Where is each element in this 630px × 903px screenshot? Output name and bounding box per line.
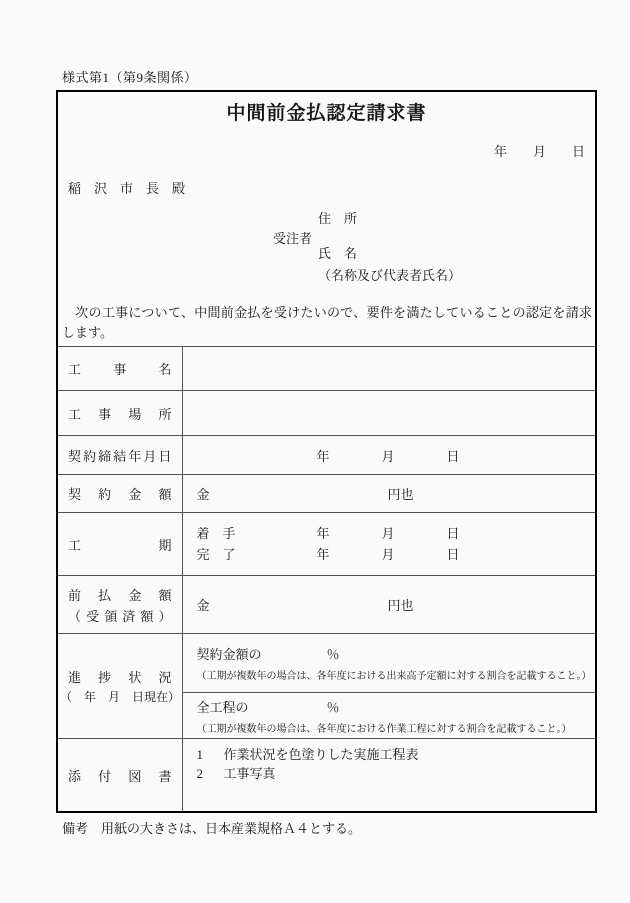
- contractor-fields: [318, 208, 461, 287]
- construction-name-label: 工事名: [68, 362, 172, 377]
- contractor-address-label: 住 所: [318, 211, 358, 226]
- period-end-date: 年 月 日: [316, 547, 460, 562]
- contract-date-field: [182, 436, 595, 475]
- attachment-item-1-num: 1: [196, 747, 203, 762]
- attachments-label: 添付図書: [68, 768, 172, 784]
- progress-schedule-text: 全工程の: [196, 699, 249, 715]
- progress-schedule-percent: ％: [326, 699, 340, 715]
- row-contract-amount: [58, 475, 595, 513]
- progress-schedule-note: （工期が複数年の場合は、各年度における作業工程に対する割合を記載すること。）: [196, 723, 572, 735]
- form-table: [58, 346, 595, 812]
- progress-contract-note: （工期が複数年の場合は、各年度における出来高予定額に対する割合を記載すること。）: [196, 671, 592, 682]
- progress-contract-line: [197, 644, 596, 663]
- advance-amount-label-cell: [58, 576, 182, 634]
- remark-note: 備考 用紙の大きさは、日本産業規格Ａ４とする。: [62, 821, 362, 836]
- row-construction-period: [58, 513, 595, 576]
- contract-amount-prefix: 金: [196, 487, 210, 502]
- row-progress-contract: [58, 634, 595, 693]
- period-label-cell: [58, 513, 182, 576]
- contract-amount-unit: 円也: [387, 487, 414, 502]
- attachment-item-2-text: 工事写真: [223, 766, 276, 781]
- advance-amount-label-line2: （受領済額）: [68, 608, 172, 624]
- period-start-label: 着 手: [196, 526, 236, 541]
- attachment-item-2-num: 2: [196, 766, 203, 781]
- construction-site-field: [182, 391, 595, 436]
- period-end-line: [197, 544, 596, 565]
- construction-site-label-cell: [58, 391, 182, 436]
- contract-date-label: 契約締結年月日: [68, 448, 172, 464]
- row-construction-name: [58, 347, 595, 391]
- form-border-box: [56, 90, 597, 813]
- period-label: 工期: [68, 537, 172, 553]
- contract-amount-label-cell: [58, 475, 182, 513]
- progress-label-line2: （ 年 月 日現在）: [60, 690, 181, 704]
- contract-date-label-cell: [58, 436, 182, 475]
- contractor-name-label: 氏 名: [318, 246, 358, 261]
- addressee-mayor: 稲 沢 市 長 殿: [68, 181, 186, 196]
- row-contract-date: [58, 436, 595, 475]
- contract-amount-label: 契約金額: [68, 487, 172, 502]
- row-construction-site: [58, 391, 595, 436]
- construction-name-label-cell: [58, 347, 182, 391]
- contractor-role-label: 受注者: [273, 231, 313, 246]
- advance-amount-prefix: 金: [196, 598, 210, 613]
- contract-amount-field: [182, 475, 595, 513]
- advance-amount-field: [182, 576, 595, 634]
- construction-name-field: [182, 347, 595, 391]
- progress-schedule-line: [197, 697, 596, 716]
- intro-paragraph: 次の工事について、中間前金払を受けたいので、要件を満たしていることの認定を請求します。: [62, 305, 592, 340]
- construction-site-label: 工事場所: [68, 406, 172, 422]
- progress-contract-field: [182, 634, 595, 693]
- progress-contract-percent: ％: [326, 647, 340, 662]
- progress-label-cell: [58, 634, 182, 739]
- period-start-date: 年 月 日: [316, 526, 460, 541]
- period-start-line: [197, 523, 596, 544]
- attachment-item-1: [197, 745, 596, 764]
- row-advance-amount: [58, 576, 595, 634]
- advance-amount-unit: 円也: [387, 598, 414, 613]
- progress-label-line1: 進捗状況: [68, 670, 172, 685]
- period-field: [182, 513, 595, 576]
- advance-amount-label-line1: 前払金額: [68, 587, 172, 603]
- period-end-label: 完 了: [196, 547, 236, 562]
- progress-contract-text: 契約金額の: [196, 647, 262, 662]
- attachment-item-2: [197, 764, 596, 783]
- attachments-field: [182, 739, 595, 812]
- contractor-block: [58, 208, 461, 287]
- attachments-label-cell: [58, 739, 182, 812]
- contract-date-value: 年 月 日: [316, 448, 460, 464]
- row-attachments: [58, 739, 595, 812]
- contractor-name-note: （名称及び代表者氏名）: [318, 268, 462, 283]
- form-number-label: 様式第1（第9条関係）: [62, 70, 198, 85]
- submission-date-line: 年 月 日: [493, 144, 585, 159]
- attachment-item-1-text: 作業状況を色塗りした実施工程表: [223, 747, 419, 762]
- form-title: 中間前金払認定請求書: [226, 103, 427, 124]
- progress-schedule-field: [182, 693, 595, 739]
